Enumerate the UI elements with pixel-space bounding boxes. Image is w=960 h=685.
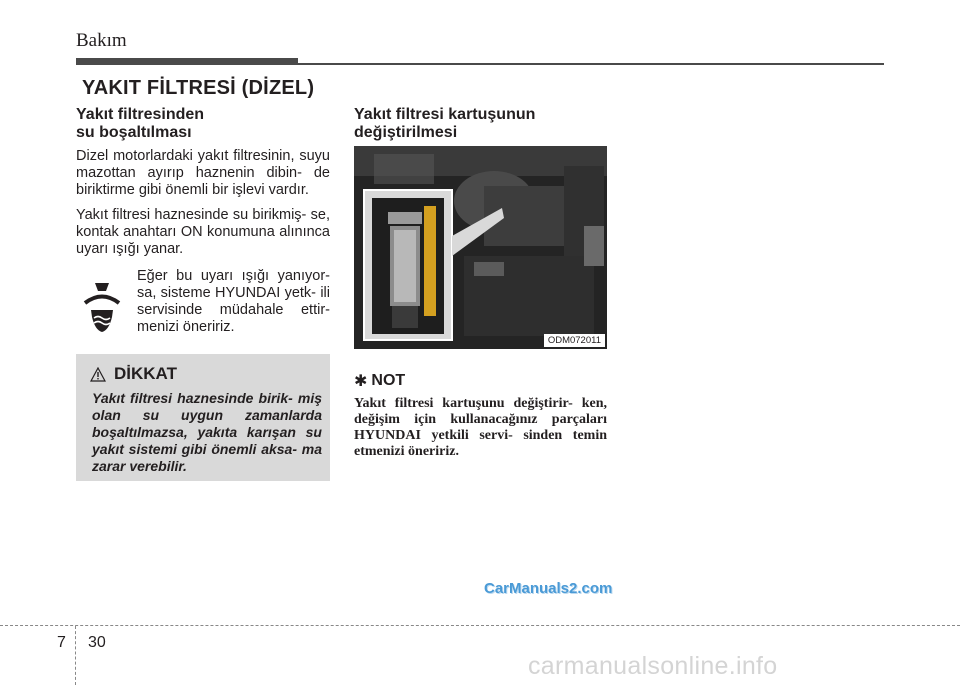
- warning-triangle-icon: [90, 367, 106, 382]
- section-title: YAKIT FİLTRESİ (DİZEL): [82, 77, 315, 99]
- note-star-icon: ✱: [354, 373, 368, 390]
- site-watermark: carmanualsonline.info: [528, 652, 778, 680]
- left-body: [76, 148, 330, 266]
- left-heading: [76, 106, 330, 142]
- caution-heading: [90, 364, 177, 384]
- note-body: Yakıt filtresi kartuşunu değiştirir- ken, değişim için kullanacağınız parçaları HYUNDAI yetkili servi- sinden temin etmenizi öneririz.: [354, 396, 607, 459]
- water-in-fuel-warning-icon: [82, 280, 122, 334]
- chapter-number: 7: [57, 634, 66, 651]
- warning-light-text: Eğer bu uyarı ışığı yanıyor- sa, sisteme HYUNDAI yetk- ili servisinde müdahale ettir- menizi öneririz.: [137, 268, 330, 335]
- header-rule-bar: [76, 58, 298, 65]
- right-heading: [354, 106, 607, 142]
- left-paragraph-1: Dizel motorlardaki yakıt filtresinin, suyu mazottan ayırıp haznenin dibin- de biriktirme gibi önemli bir işlevi vardır.: [76, 148, 330, 198]
- left-heading-line1: Yakıt filtresinden: [76, 106, 205, 123]
- right-heading-line2: değiştirilmesi: [354, 124, 458, 141]
- engine-bay-photo: [354, 146, 607, 349]
- footer-divider: [0, 625, 960, 626]
- note-heading: [354, 371, 405, 391]
- caution-box: [76, 354, 330, 481]
- header-rule-line: [298, 63, 884, 65]
- note-title: NOT: [371, 372, 406, 389]
- left-paragraph-2: Yakıt filtresi haznesinde su birikmiş- se, kontak anahtarı ON konumuna alınınca uyarı ışığı yanar.: [76, 207, 330, 257]
- footer-vertical-divider: [75, 626, 76, 685]
- right-heading-line1: Yakıt filtresi kartuşunun: [354, 106, 536, 123]
- watermark-link[interactable]: CarManuals2.com: [484, 580, 613, 597]
- photo-code: ODM072011: [544, 334, 605, 347]
- chapter-label: Bakım: [76, 30, 127, 51]
- caution-title: DİKKAT: [114, 364, 177, 383]
- left-heading-line2: su boşaltılması: [76, 124, 192, 141]
- page-number: 30: [88, 634, 106, 651]
- caution-body: Yakıt filtresi haznesinde birik- miş olan su uygun zamanlarda boşaltılmazsa, yakıta karışan su yakıt sistemi gibi önemli aksa- ma zarar verebilir.: [92, 390, 322, 474]
